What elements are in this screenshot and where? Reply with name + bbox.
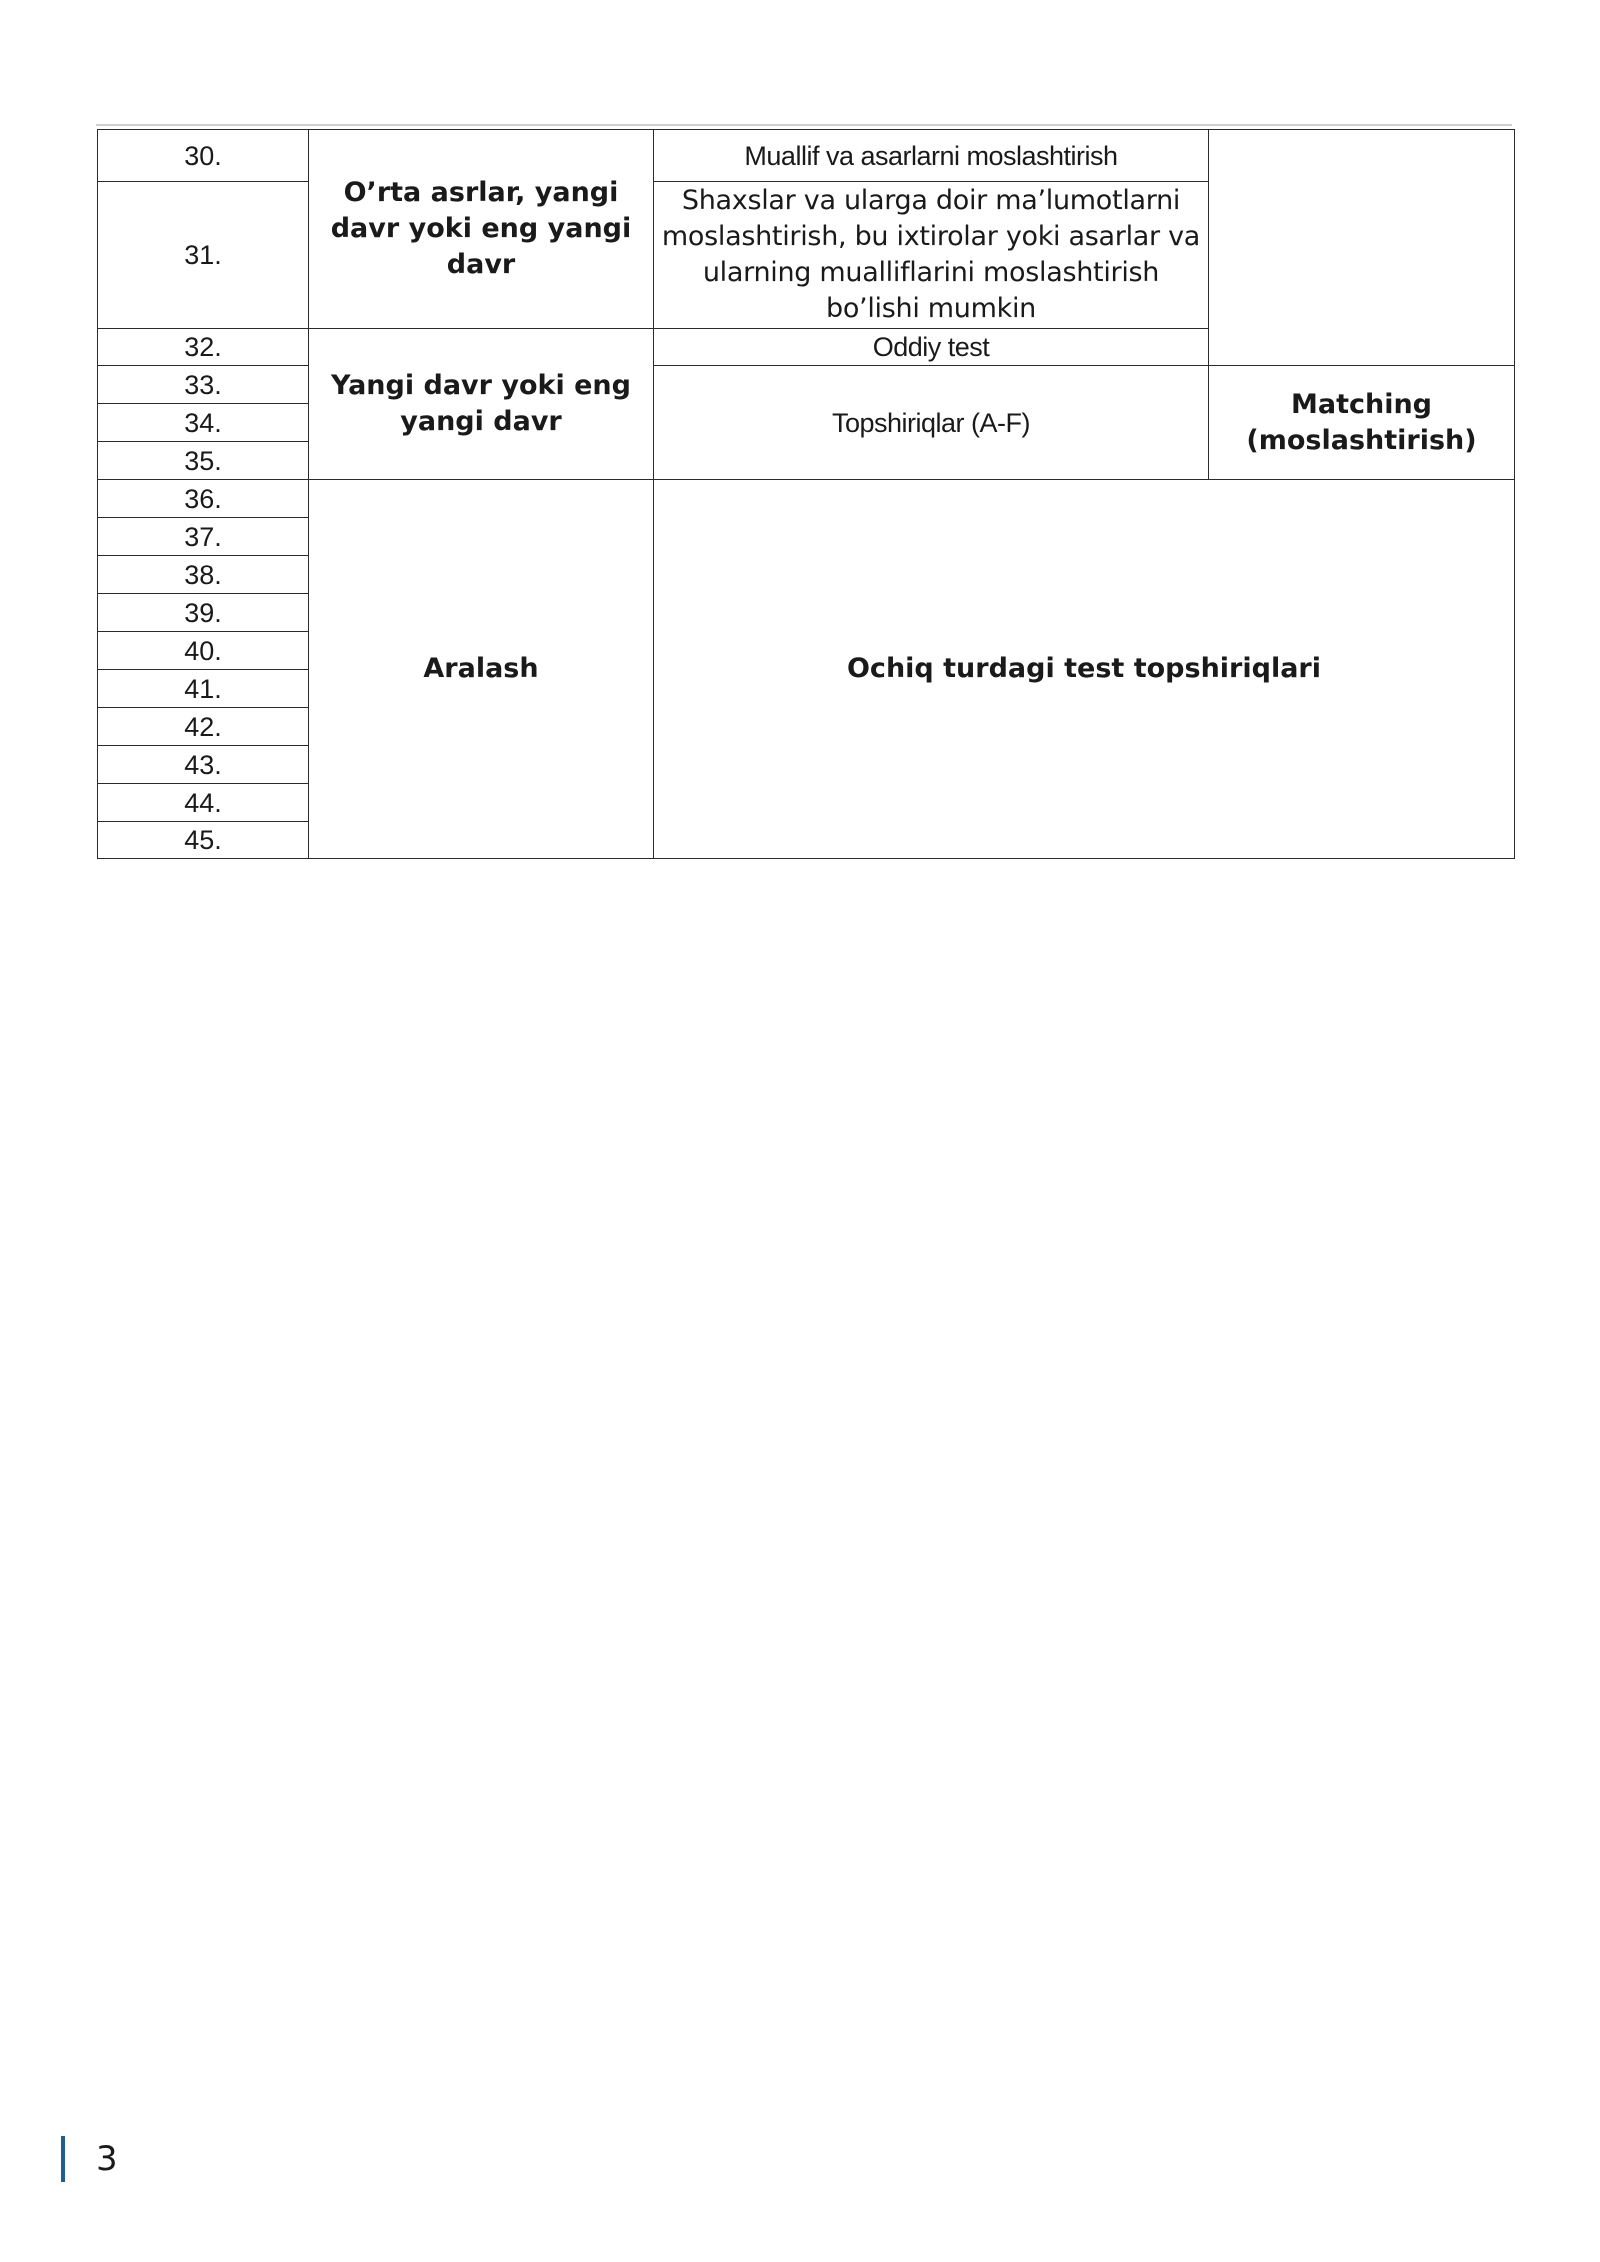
row-number: 42. (98, 708, 309, 746)
row-number: 38. (98, 556, 309, 594)
table-row (98, 130, 1515, 182)
period-cell: O’rta asrlar, yangi davr yoki eng yangi davr (309, 130, 654, 329)
task-cell: Muallif va asarlarni moslashtirish (654, 130, 1209, 182)
type-cell: Ochiq turdagi test topshiriqlari (654, 480, 1515, 859)
task-cell: Topshiriqlar (A-F) (654, 366, 1209, 480)
row-number: 39. (98, 594, 309, 632)
footer-accent-bar (61, 2136, 65, 2182)
period-cell: Aralash (309, 480, 654, 859)
table-row (98, 480, 1515, 518)
page-number: 3 (96, 2139, 118, 2179)
row-number: 40. (98, 632, 309, 670)
row-number: 41. (98, 670, 309, 708)
row-number: 35. (98, 442, 309, 480)
row-number: 37. (98, 518, 309, 556)
row-number: 43. (98, 746, 309, 784)
row-number: 44. (98, 784, 309, 822)
header-rule (96, 124, 1512, 126)
row-number: 34. (98, 404, 309, 442)
row-number: 32. (98, 329, 309, 366)
period-cell: Yangi davr yoki eng yangi davr (309, 329, 654, 480)
task-cell: Oddiy test (654, 329, 1209, 366)
row-number: 31. (98, 182, 309, 329)
row-number: 30. (98, 130, 309, 182)
task-cell: Shaxslar va ularga doir ma’lumotlarni moslashtirish, bu ixtirolar yoki asarlar va ularning mualliflarini moslashtirish bo’lishi mumkin (654, 182, 1209, 329)
row-number: 45. (98, 822, 309, 859)
row-number: 36. (98, 480, 309, 518)
type-cell-empty (1209, 130, 1515, 366)
type-cell: Matching (moslashtirish) (1209, 366, 1515, 480)
row-number: 33. (98, 366, 309, 404)
test-structure-table (97, 129, 1515, 859)
